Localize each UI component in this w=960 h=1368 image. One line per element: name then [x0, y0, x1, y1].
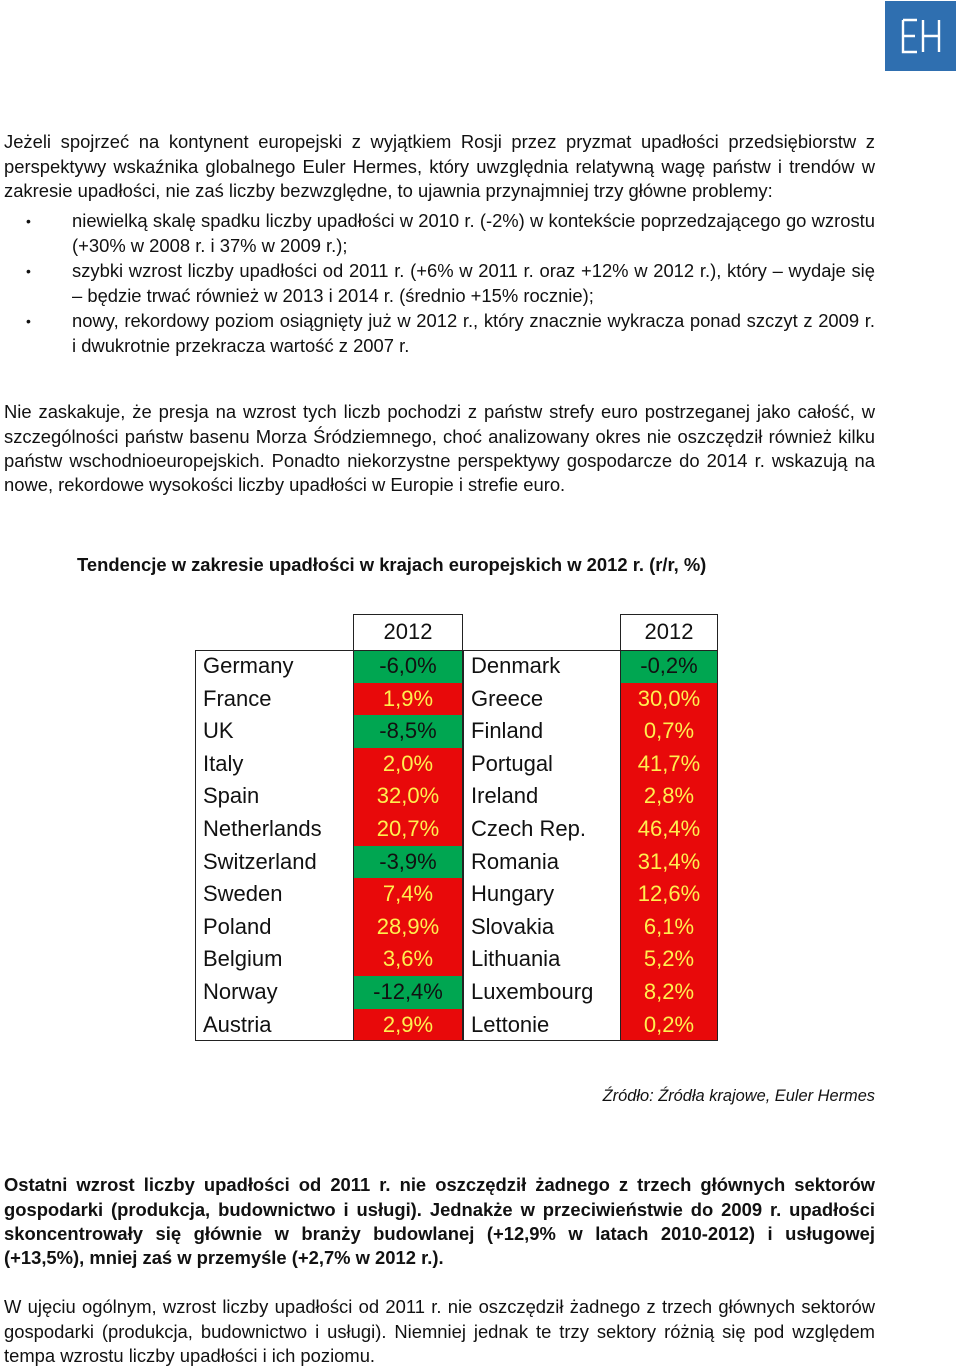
country-name: UK	[195, 715, 353, 748]
change-value: 1,9%	[353, 683, 463, 716]
bullet-marker: •	[26, 313, 31, 329]
change-value: 28,9%	[353, 911, 463, 944]
country-name: Hungary	[463, 878, 620, 911]
change-value: 3,6%	[353, 943, 463, 976]
change-value: 12,6%	[620, 878, 718, 911]
change-value: -3,9%	[353, 846, 463, 879]
country-name: Sweden	[195, 878, 353, 911]
change-value: 6,1%	[620, 911, 718, 944]
change-value: 0,7%	[620, 715, 718, 748]
change-value: 2,9%	[353, 1009, 463, 1042]
change-value: 0,2%	[620, 1009, 718, 1042]
bullet-marker: •	[26, 263, 31, 279]
country-name: Poland	[195, 911, 353, 944]
country-name: Switzerland	[195, 846, 353, 879]
eh-logo-icon	[899, 16, 943, 56]
euler-hermes-logo	[885, 1, 956, 71]
change-value: 8,2%	[620, 976, 718, 1009]
change-value: -0,2%	[620, 650, 718, 683]
country-name: Norway	[195, 976, 353, 1009]
country-name: Belgium	[195, 943, 353, 976]
change-value: 46,4%	[620, 813, 718, 846]
change-value: -12,4%	[353, 976, 463, 1009]
country-name: Spain	[195, 780, 353, 813]
country-name: Czech Rep.	[463, 813, 620, 846]
country-name: Ireland	[463, 780, 620, 813]
change-value: 31,4%	[620, 846, 718, 879]
country-name: Romania	[463, 846, 620, 879]
change-value: 5,2%	[620, 943, 718, 976]
bullet-marker: •	[26, 213, 31, 229]
header-right-year: 2012	[620, 614, 718, 650]
table-title: Tendencje w zakresie upadłości w krajach europejskich w 2012 r. (r/r, %)	[77, 554, 707, 575]
list-item: • szybki wzrost liczby upadłości od 2011 r. (+6% w 2011 r. oraz +12% w 2012 r.), który – wydaje się – będzie trwać również w 2013 i 2014 r. (średnio +15% rocznie);	[26, 260, 875, 306]
country-name: Finland	[463, 715, 620, 748]
change-value: 41,7%	[620, 748, 718, 781]
source-note: Źródło: Źródła krajowe, Euler Hermes	[602, 1087, 875, 1105]
list-item: • nowy, rekordowy poziom osiągnięty już w 2012 r., który znacznie wykracza ponad szczyt z 2009 r. i dwukrotnie przekracza wartość z 2007 r.	[26, 310, 875, 356]
country-name: Italy	[195, 748, 353, 781]
country-name: Netherlands	[195, 813, 353, 846]
country-name: Portugal	[463, 748, 620, 781]
change-value: 30,0%	[620, 683, 718, 716]
change-value: 20,7%	[353, 813, 463, 846]
list-item: • niewielką skalę spadku liczby upadłości w 2010 r. (-2%) w kontekście poprzedzającego go wzrostu (+30% w 2008 r. i 37% w 2009 r.);	[26, 210, 875, 256]
eurozone-paragraph: Nie zaskakuje, że presja na wzrost tych liczb pochodzi z państw strefy euro postrzeganej jako całość, w szczególności państw basenu Morza Śródziemnego, choć analizowany okres nie oszczędził również kilku państw wschodnioeuropejskich. Ponadto niekorzystne perspektywy gospodarcze do 2014 r. wskazują na nowe, rekordowe wysokości liczby upadłości w Europie i strefie euro.	[4, 401, 875, 496]
country-name: Denmark	[463, 650, 620, 683]
country-name: France	[195, 683, 353, 716]
change-value: 2,8%	[620, 780, 718, 813]
country-name: Luxembourg	[463, 976, 620, 1009]
change-value: 7,4%	[353, 878, 463, 911]
change-value: 2,0%	[353, 748, 463, 781]
country-name: Lithuania	[463, 943, 620, 976]
sectors-paragraph: W ujęciu ogólnym, wzrost liczby upadłości od 2011 r. nie oszczędził żadnego z trzech głównych sektorów gospodarki (produkcja, budownictwo i usługi). Niemniej jednak te trzy sektory różnią się pod względem tempa wzrostu liczby upadłości i ich poziomu.	[4, 1296, 875, 1366]
header-left-year: 2012	[353, 614, 463, 650]
country-name: Austria	[195, 1009, 353, 1042]
sectors-bold-paragraph: Ostatni wzrost liczby upadłości od 2011 r. nie oszczędził żadnego z trzech głównych sektorów gospodarki (produkcja, budownictwo i usługi). Jednakże w przeciwieństwie do 2009 r. upadłości skoncentrowały się głównie w branży budowlanej (+12,9% w latach 2010-2012) i usługowej (+13,5%), mniej zaś w przemyśle (+2,7% w 2012 r.).	[4, 1174, 875, 1269]
intro-paragraph: Jeżeli spojrzeć na kontynent europejski z wyjątkiem Rosji przez pryzmat upadłości przedsiębiorstw z perspektywy wskaźnika globalnego Euler Hermes, który uwzględnia relatywną wagę państw i trendów w zakresie upadłości, nie zaś liczby bezwzględne, to ujawnia przynajmniej trzy główne problemy:	[4, 131, 875, 201]
change-value: -6,0%	[353, 650, 463, 683]
change-value: 32,0%	[353, 780, 463, 813]
insolvency-table	[195, 614, 719, 1042]
country-name: Greece	[463, 683, 620, 716]
change-value: -8,5%	[353, 715, 463, 748]
country-name: Germany	[195, 650, 353, 683]
country-name: Slovakia	[463, 911, 620, 944]
country-name: Lettonie	[463, 1009, 620, 1042]
problems-list	[4, 209, 875, 359]
